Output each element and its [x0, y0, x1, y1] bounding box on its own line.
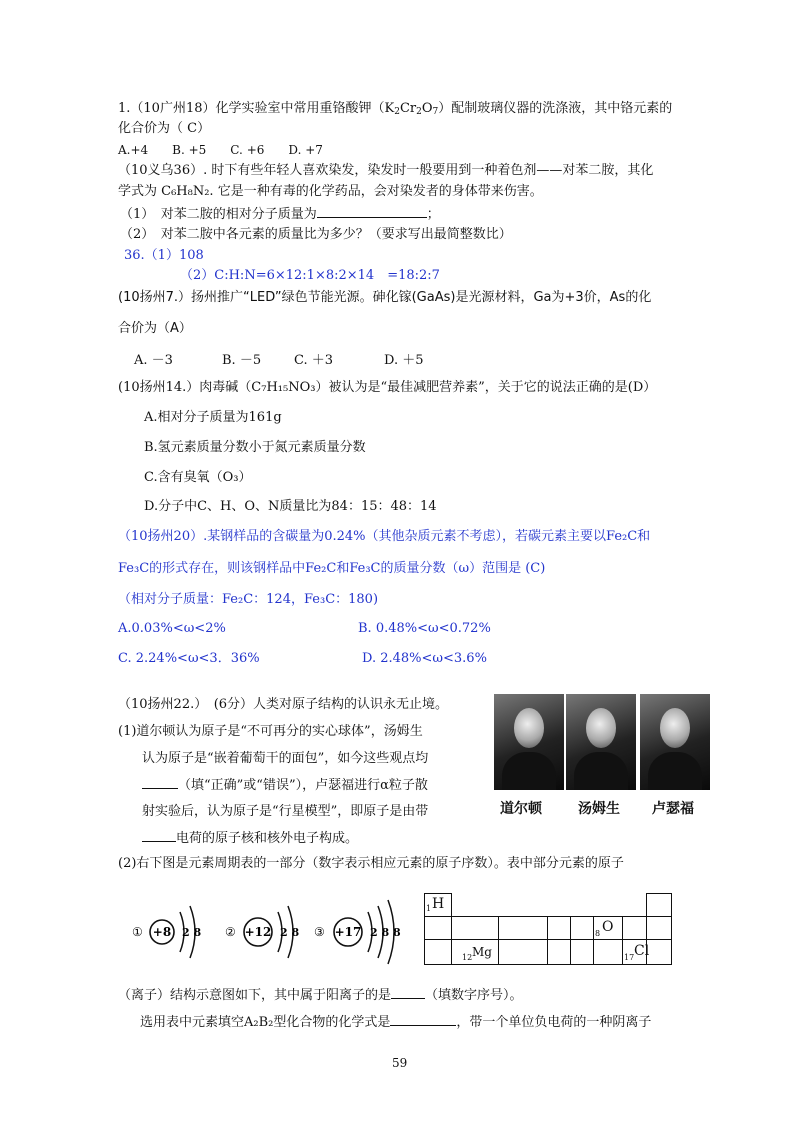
q4-line1: (10扬州14.）肉毒碱（C₇H₁₅NO₃）被认为是“最佳减肥营养素”，关于它的说法正确的是(D）	[118, 380, 657, 395]
q1-options: A.+4 B. +5 C. +6 D. +7	[118, 143, 323, 157]
pt-col	[498, 916, 548, 965]
atom-2-label: ②	[225, 925, 236, 939]
q5-option-c: C. 2.24%<ω<3．36%	[118, 651, 260, 666]
pt-o-symbol: O	[602, 919, 614, 935]
q4-option-b: B.氢元素质量分数小于氮元素质量分数	[144, 440, 366, 455]
atom-2-nucleus-charge: +12	[244, 925, 272, 939]
q5-option-d: D. 2.48%<ω<3.6%	[362, 651, 487, 666]
q2-line2: 学式为 C₆H₈N₂. 它是一种有毒的化学药品，会对染发者的身体带来伤害。	[118, 184, 543, 199]
q2-sub1	[120, 205, 440, 224]
q6-p1c-text: （填“正确”或“错误”），卢瑟福进行α粒子散	[178, 778, 428, 793]
q6-p3-text: （离子）结构示意图如下，其中属于阳离子的是	[118, 988, 392, 1003]
atom-structure-diagrams	[130, 886, 420, 976]
answer-blank[interactable]	[317, 205, 427, 218]
q6-p1d: 射实验后，认为原子是“行星模型”，即原子是由带	[142, 804, 429, 819]
answer-blank[interactable]	[391, 986, 425, 999]
portrait-coat	[574, 752, 628, 790]
q2-sub1-text: （1） 对苯二胺的相对分子质量为	[120, 207, 317, 222]
answer-blank[interactable]	[142, 829, 176, 842]
q1-line1	[118, 100, 672, 121]
atom-1-label: ①	[132, 925, 143, 939]
atom-1-nucleus-charge: +8	[152, 925, 172, 939]
q6-p3-end: （填数字序号）。	[425, 988, 523, 1003]
q6-p1a: (1)道尔顿认为原子是“不可再分的实心球体”，汤姆生	[118, 724, 423, 739]
q5-line2: Fe₃C的形式存在，则该钢样品中Fe₂C和Fe₃C的质量分数（ω）范围是 (C)	[118, 561, 546, 576]
caption-rutherford: 卢瑟福	[652, 801, 694, 817]
q3-option-b: B. －5	[222, 353, 262, 368]
pt-cell-he	[646, 893, 672, 917]
answer-blank[interactable]	[390, 1013, 456, 1026]
pt-col	[547, 916, 571, 965]
pt-mg-number: 12	[462, 953, 473, 962]
dalton-photo	[494, 694, 564, 790]
pt-h-symbol: H	[432, 896, 445, 912]
q2-sub1-end: ；	[426, 207, 440, 222]
pt-mg-symbol: Mg	[472, 945, 492, 959]
atom-2	[225, 906, 299, 958]
q6-p1c	[142, 776, 428, 795]
q6-p2: (2)右下图是元素周期表的一部分（数字表示相应元素的原子序数）。表中部分元素的原子	[118, 856, 624, 871]
portrait-coat	[648, 752, 702, 790]
q5-option-b: B. 0.48%<ω<0.72%	[358, 621, 491, 636]
q5-option-a: A.0.03%<ω<2%	[118, 621, 226, 636]
q3-line1: (10扬州7.）扬州推广“LED”绿色节能光源。砷化镓(GaAs)是光源材料，Ga为+3价，As的化	[118, 290, 652, 305]
portrait-face	[660, 708, 690, 748]
rutherford-photo	[640, 694, 710, 790]
caption-dalton: 道尔顿	[500, 801, 542, 817]
portrait-face	[514, 708, 544, 748]
atom-3-shells: 2 8 8	[370, 926, 401, 939]
sub: 7	[432, 107, 439, 117]
pt-cl-symbol: Cl	[634, 943, 650, 959]
pt-o-number: 8	[595, 929, 601, 938]
q2-sub2: （2） 对苯二胺中各元素的质量比为多少？（要求写出最简整数比）	[120, 227, 512, 242]
q3-option-c: C. ＋3	[294, 353, 334, 368]
q5-line1: （10扬州20）.某钢样品的含碳量为0.24%（其他杂质元素不考虑），若碳元素主要以Fe₂C和	[118, 529, 651, 544]
page-number: 59	[392, 1056, 408, 1070]
atom-3-nucleus-charge: +17	[334, 925, 362, 939]
q3-option-d: D. ＋5	[384, 353, 424, 368]
q4-option-d: D.分子中C、H、O、N质量比为84：15：48：14	[144, 499, 437, 514]
atom-3-label: ③	[314, 925, 325, 939]
formula: O	[421, 101, 433, 116]
q2-line1: （10义乌36）. 时下有些年轻人喜欢染发，染发时一般要用到一种着色剂——对苯二胺，其化	[118, 163, 654, 178]
answer-blank[interactable]	[142, 776, 178, 789]
q6-p4-text: 选用表中元素填空A₂B₂型化合物的化学式是	[140, 1015, 391, 1030]
q6-p1b: 认为原子是“嵌着葡萄干的面包”，如今这些观点均	[142, 751, 429, 766]
pt-cl-number: 17	[624, 953, 635, 962]
q3-line2: 合价为（A）	[118, 321, 192, 336]
thomson-photo	[566, 694, 636, 790]
q6-p1e	[142, 829, 358, 848]
q6-p4	[140, 1013, 651, 1032]
sub: 2	[416, 107, 422, 117]
q3-option-a: A. －3	[134, 353, 173, 368]
atom-1-shells: 2 8	[182, 926, 202, 939]
atom-2-shells: 2 8	[280, 926, 300, 939]
q2-answer2: （2）C:H:N=6×12:1×8:2×14 =18:2:7	[180, 268, 440, 283]
q2-answer1: 36.（1）108	[124, 248, 204, 263]
q6-p3	[118, 986, 523, 1005]
q4-option-a: A.相对分子质量为161g	[144, 410, 282, 425]
periodic-table	[424, 893, 672, 965]
q1-line2: 化合价为（ C）	[118, 121, 211, 136]
q5-line3: （相对分子质量：Fe₂C：124，Fe₃C：180)	[118, 592, 379, 607]
atom-1	[132, 906, 201, 958]
q4-option-c: C.含有臭氧（O₃）	[144, 470, 252, 485]
q1-text: 1.（10广州18）化学实验室中常用重铬酸钾（K	[118, 101, 395, 116]
atom-3	[314, 900, 401, 964]
q6-p1e-text: 电荷的原子核和核外电子构成。	[176, 831, 359, 846]
pt-col	[570, 916, 594, 965]
sub: 2	[394, 107, 400, 117]
formula: Cr	[399, 101, 417, 116]
q6-p4-end: ，带一个单位负电荷的一种阴离子	[456, 1015, 652, 1030]
pt-h-number: 1	[426, 904, 432, 913]
q1-text-end: ）配制玻璃仪器的洗涤液，其中铬元素的	[438, 101, 673, 116]
q6-line1: （10扬州22.） (6分）人类对原子结构的认识永无止境。	[118, 697, 449, 712]
portrait-coat	[502, 752, 556, 790]
portrait-face	[586, 708, 616, 748]
caption-thomson: 汤姆生	[578, 801, 620, 817]
